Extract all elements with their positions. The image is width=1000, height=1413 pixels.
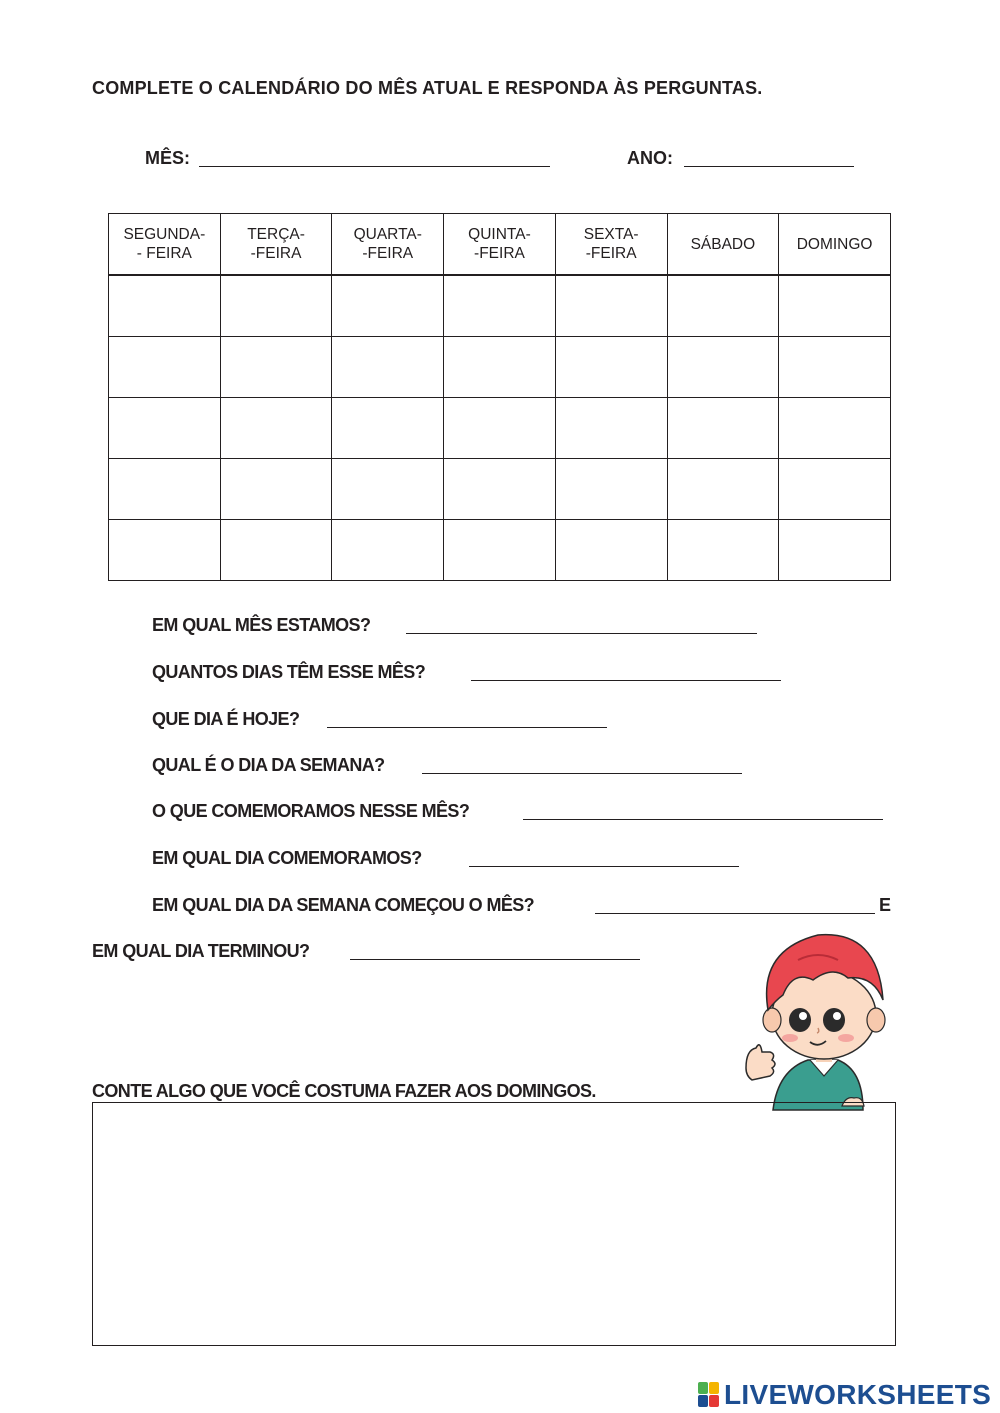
calendar-header-text: -FEIRA (250, 245, 302, 262)
calendar-day-cell[interactable] (667, 337, 779, 398)
calendar-day-cell[interactable] (109, 337, 221, 398)
calendar-day-cell[interactable] (109, 398, 221, 459)
month-label: MÊS: (145, 148, 190, 168)
calendar-day-cell[interactable] (779, 520, 891, 581)
calendar-header-text: -FEIRA (474, 245, 525, 262)
question-1: EM QUAL MÊS ESTAMOS? (152, 615, 371, 635)
calendar-day-cell[interactable] (444, 337, 556, 398)
calendar-week-row (109, 459, 891, 520)
calendar-week-row (109, 275, 891, 337)
calendar-table (108, 213, 891, 581)
liveworksheets-icon (698, 1382, 720, 1408)
calendar-day-cell[interactable] (332, 459, 444, 520)
calendar-day-cell[interactable] (444, 398, 556, 459)
month-answer-line[interactable] (199, 166, 550, 167)
calendar-day-cell[interactable] (332, 275, 444, 337)
calendar-day-cell[interactable] (444, 275, 556, 337)
calendar-day-cell[interactable] (220, 520, 332, 581)
calendar-week-row (109, 520, 891, 581)
calendar-day-cell[interactable] (444, 520, 556, 581)
answer-line-7[interactable] (595, 913, 875, 914)
calendar-day-cell[interactable] (779, 398, 891, 459)
calendar-day-cell[interactable] (555, 520, 667, 581)
calendar-header-day (444, 214, 556, 276)
calendar-day-cell[interactable] (109, 520, 221, 581)
calendar-header-row (109, 214, 891, 276)
calendar-day-cell[interactable] (555, 337, 667, 398)
page-title: COMPLETE O CALENDÁRIO DO MÊS ATUAL E RESPONDA ÀS PERGUNTAS. (92, 78, 763, 98)
calendar-header-day (667, 214, 779, 276)
year-label: ANO: (627, 148, 673, 168)
calendar-day-cell[interactable] (220, 337, 332, 398)
calendar-day-cell[interactable] (779, 275, 891, 337)
calendar-header-text: - FEIRA (136, 245, 192, 262)
calendar-day-cell[interactable] (667, 459, 779, 520)
calendar-day-cell[interactable] (667, 275, 779, 337)
calendar-day-cell[interactable] (555, 398, 667, 459)
answer-line-8[interactable] (350, 959, 640, 960)
calendar-header-day (109, 214, 221, 276)
writing-prompt: CONTE ALGO QUE VOCÊ COSTUMA FAZER AOS DOMINGOS. (92, 1081, 596, 1101)
calendar-day-cell[interactable] (220, 459, 332, 520)
answer-line-1[interactable] (406, 633, 757, 634)
calendar-day-cell[interactable] (332, 398, 444, 459)
calendar-day-cell[interactable] (109, 459, 221, 520)
calendar-day-cell[interactable] (220, 275, 332, 337)
calendar-day-cell[interactable] (332, 337, 444, 398)
calendar-day-cell[interactable] (555, 459, 667, 520)
calendar-day-cell[interactable] (332, 520, 444, 581)
question-6: EM QUAL DIA COMEMORAMOS? (152, 848, 422, 868)
year-answer-line[interactable] (684, 166, 854, 167)
calendar-header-day (779, 214, 891, 276)
calendar-day-cell[interactable] (667, 520, 779, 581)
calendar-header-day (220, 214, 332, 276)
liveworksheets-wordmark: LIVEWORKSHEETS (724, 1379, 992, 1410)
question-8: EM QUAL DIA TERMINOU? (92, 941, 310, 961)
calendar-day-cell[interactable] (779, 459, 891, 520)
boy-thumbs-up-illustration (738, 920, 898, 1115)
calendar-week-row (109, 398, 891, 459)
answer-line-6[interactable] (469, 866, 739, 867)
calendar-day-cell[interactable] (220, 398, 332, 459)
calendar-day-cell[interactable] (779, 337, 891, 398)
question-3: QUE DIA É HOJE? (152, 709, 300, 729)
answer-line-2[interactable] (471, 680, 781, 681)
calendar-day-cell[interactable] (444, 459, 556, 520)
liveworksheets-logo (698, 1378, 991, 1412)
calendar-header-text: SEXTA- (583, 226, 639, 243)
calendar-header-text: -FEIRA (585, 245, 637, 262)
question-4: QUAL É O DIA DA SEMANA? (152, 755, 385, 775)
calendar-day-cell[interactable] (555, 275, 667, 337)
calendar-header-day (555, 214, 667, 276)
calendar-day-cell[interactable] (667, 398, 779, 459)
calendar-header-text: -FEIRA (362, 245, 414, 262)
answer-line-4[interactable] (422, 773, 742, 774)
calendar-header-text: QUARTA- (353, 226, 422, 243)
calendar-header-text: DOMINGO (796, 235, 873, 253)
calendar-header-text: QUINTA- (468, 226, 531, 243)
calendar-header-text: SEGUNDA- (123, 226, 206, 243)
question-7: EM QUAL DIA DA SEMANA COMEÇOU O MÊS? (152, 895, 535, 915)
calendar-header-text: TERÇA- (247, 226, 305, 243)
calendar-day-cell[interactable] (109, 275, 221, 337)
calendar-week-row (109, 337, 891, 398)
calendar-header-day (332, 214, 444, 276)
answer-line-5[interactable] (523, 819, 883, 820)
question-7-connector: E (879, 895, 891, 915)
question-2: QUANTOS DIAS TÊM ESSE MÊS? (152, 662, 426, 682)
question-5: O QUE COMEMORAMOS NESSE MÊS? (152, 801, 470, 821)
writing-answer-box[interactable] (92, 1102, 896, 1346)
calendar-header-text: SÁBADO (690, 235, 756, 253)
answer-line-3[interactable] (327, 727, 607, 728)
